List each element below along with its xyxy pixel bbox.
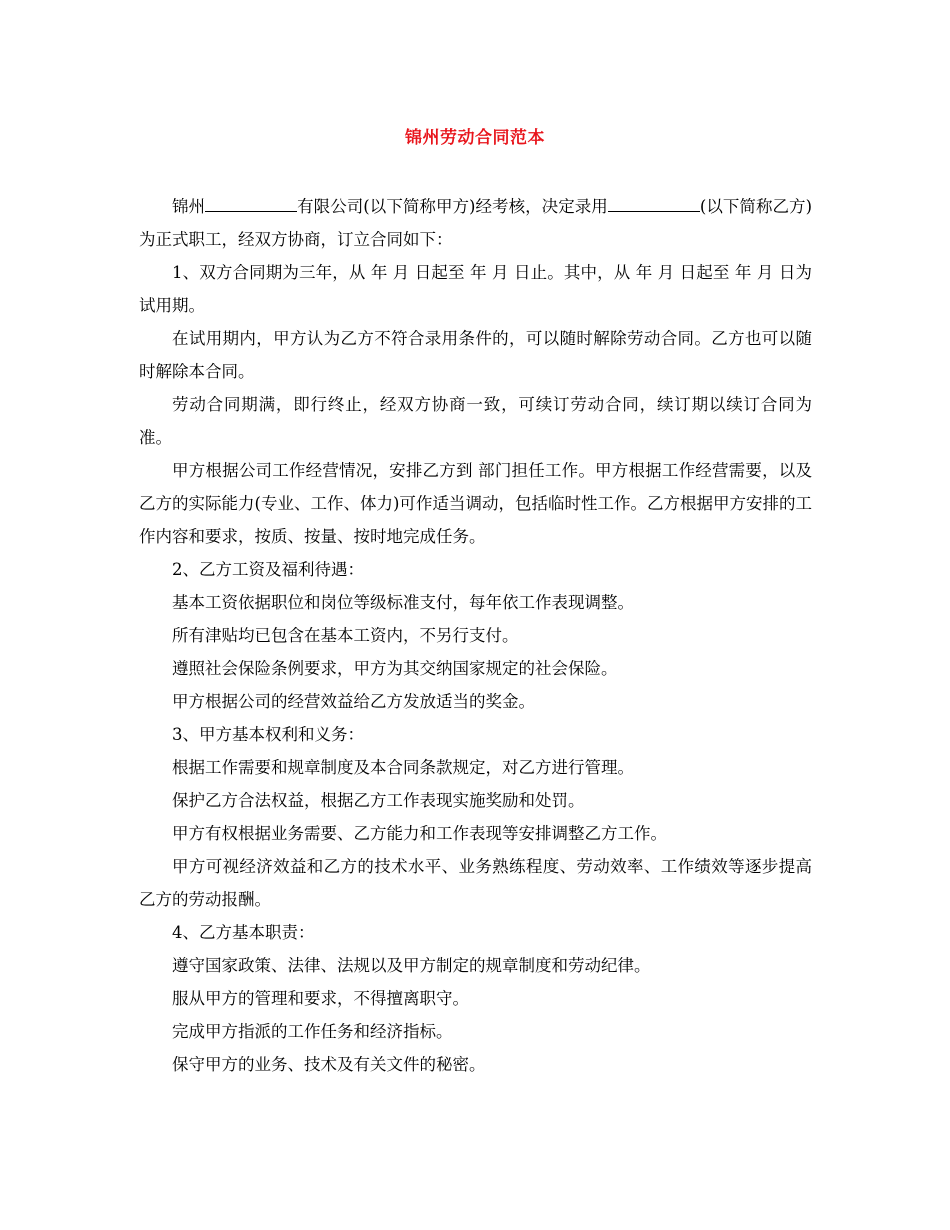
intro-text-1: 锦州	[172, 197, 206, 216]
section-heading: 2、乙方工资及福利待遇：	[172, 560, 364, 579]
clause-paragraph: 在试用期内，甲方认为乙方不符合录用条件的，可以随时解除劳动合同。乙方也可以随时解除本合同。	[139, 329, 812, 381]
clause-paragraph: 甲方根据公司工作经营情况，安排乙方到 部门担任工作。甲方根据工作经营需要，以及乙方的实际能力(专业、工作、体力)可作适当调动，包括临时性工作。乙方根据甲方安排的工作内容和要求，按质、按量、按时地完成任务。	[139, 461, 812, 546]
clause-paragraph: 遵照社会保险条例要求，甲方为其交纳国家规定的社会保险。	[172, 659, 618, 678]
clause-paragraph: 保守甲方的业务、技术及有关文件的秘密。	[172, 1055, 486, 1074]
clause-paragraph: 保护乙方合法权益，根据乙方工作表现实施奖励和处罚。	[172, 791, 585, 810]
intro-text-2: 有限公司(以下简称甲方)经考核，决定录用	[297, 197, 608, 216]
intro-paragraph	[139, 190, 812, 256]
document-title: 锦州劳动合同范本	[405, 128, 545, 148]
clause-paragraph: 劳动合同期满，即行终止，经双方协商一致，可续订劳动合同，续订期以续订合同为准。	[139, 395, 812, 447]
intro-text-3: (以下简称乙方)为正式职工，经双方协商，订立合同如下：	[139, 197, 813, 249]
clause-paragraph: 基本工资依据职位和岗位等级标准支付，每年依工作表现调整。	[172, 593, 634, 612]
clause-paragraph: 服从甲方的管理和要求，不得擅离职守。	[172, 989, 469, 1008]
section-heading: 4、乙方基本职责：	[172, 923, 315, 942]
contract-body	[139, 190, 812, 1081]
employee-name-blank	[608, 196, 700, 212]
clause-paragraph: 完成甲方指派的工作任务和经济指标。	[172, 1022, 453, 1041]
clause-paragraph: 甲方可视经济效益和乙方的技术水平、业务熟练程度、劳动效率、工作绩效等逐步提高乙方的劳动报酬。	[139, 857, 812, 909]
clause-paragraph: 甲方有权根据业务需要、乙方能力和工作表现等安排调整乙方工作。	[172, 824, 667, 843]
clause-paragraph: 遵守国家政策、法律、法规以及甲方制定的规章制度和劳动纪律。	[172, 956, 651, 975]
clause-paragraph: 1、双方合同期为三年，从 年 月 日起至 年 月 日止。其中，从 年 月 日起至 年 月 日为试用期。	[139, 263, 812, 315]
clause-paragraph: 根据工作需要和规章制度及本合同条款规定，对乙方进行管理。	[172, 758, 634, 777]
clause-paragraph: 所有津贴均已包含在基本工资内，不另行支付。	[172, 626, 519, 645]
company-name-blank	[205, 196, 297, 212]
clause-paragraph: 甲方根据公司的经营效益给乙方发放适当的奖金。	[172, 692, 535, 711]
section-heading: 3、甲方基本权利和义务：	[172, 725, 364, 744]
